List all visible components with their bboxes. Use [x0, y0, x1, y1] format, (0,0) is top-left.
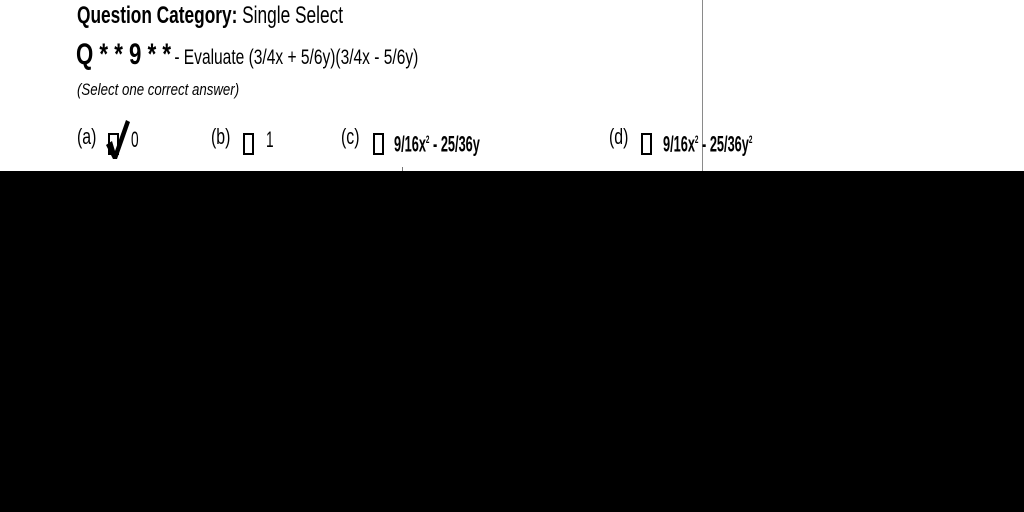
option-d-text: $9/16x^2 - 25/36y^2$ [663, 131, 753, 157]
option-d-label: (d) [609, 124, 629, 149]
option-b-checkbox[interactable] [243, 133, 254, 155]
scanned-question-sheet [0, 0, 1024, 171]
category-label: Question Category: [77, 2, 238, 29]
option-d-checkbox[interactable] [641, 133, 652, 155]
option-b-text: 1 [266, 127, 274, 152]
option-c-text: $9/16x^2 - 25/36y$ [394, 131, 480, 157]
scan-tick-mark [402, 167, 403, 171]
question-instruction: (Select one correct answer) [77, 80, 240, 99]
option-c-label: (c) [341, 124, 360, 149]
question-text: - Evaluate (3/4x + 5/6y)(3/4x - 5/6y) [174, 46, 419, 69]
question-category [77, 2, 446, 30]
category-value: Single Select [242, 2, 344, 29]
checkmark-icon [103, 117, 131, 161]
option-c-checkbox[interactable] [373, 133, 384, 155]
question-number: Q * * 9 * * [76, 38, 172, 71]
option-a-text: 0 [131, 127, 139, 152]
question-heading [76, 37, 539, 78]
option-b-label: (b) [211, 124, 231, 149]
option-a-label: (a) [77, 124, 97, 149]
